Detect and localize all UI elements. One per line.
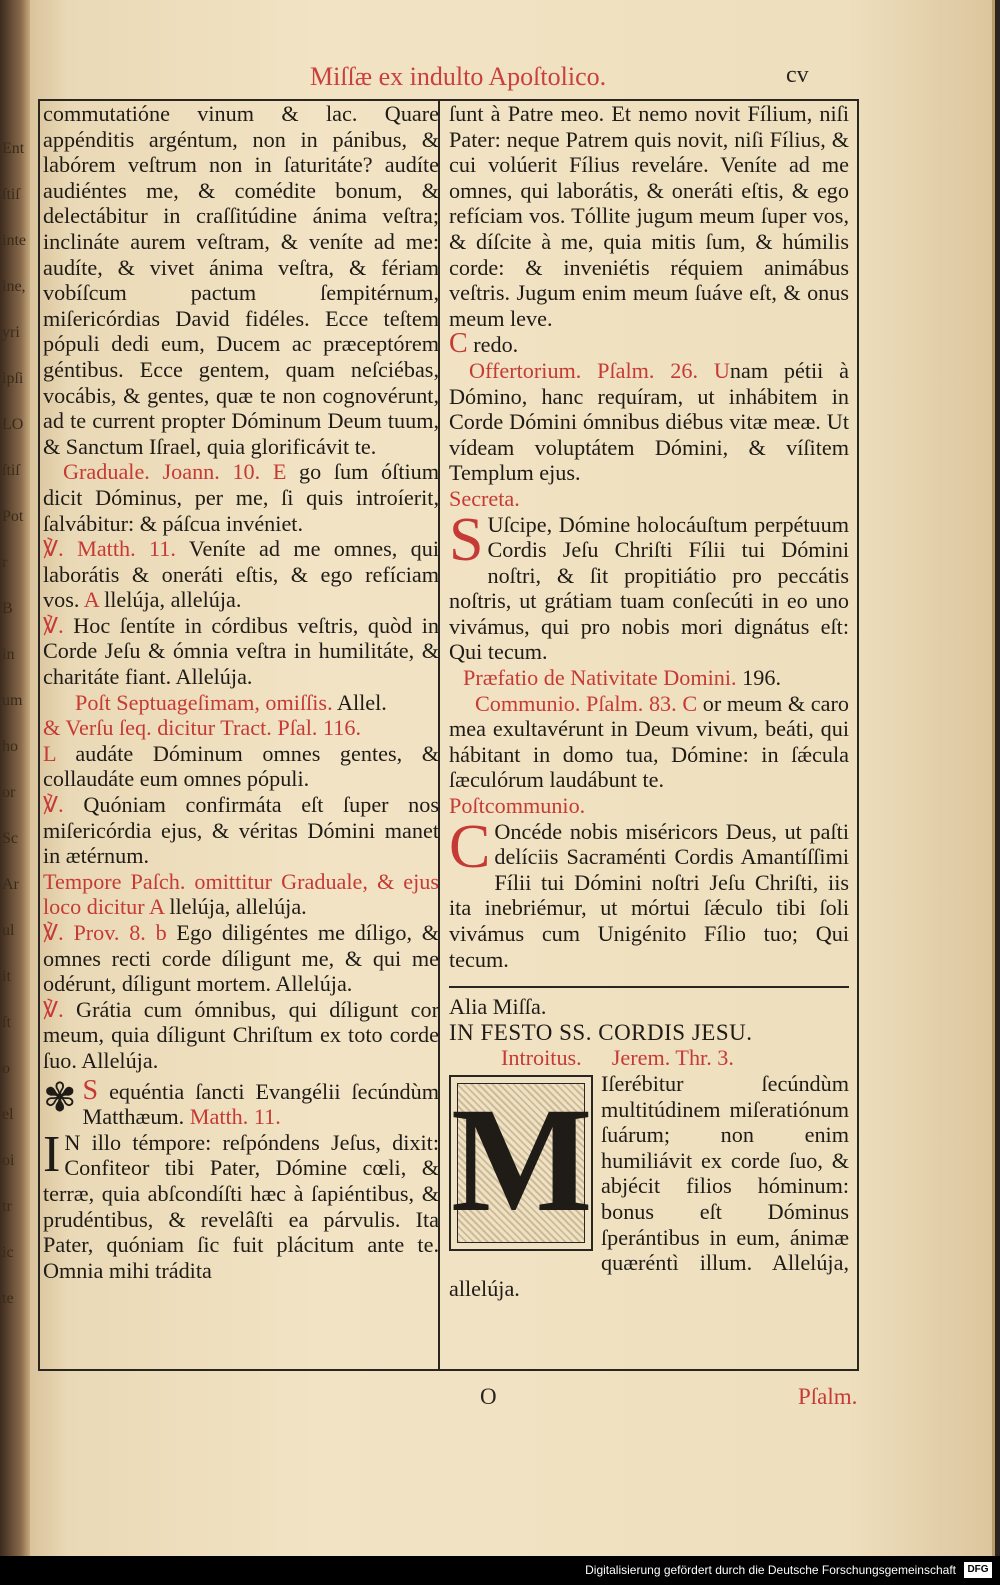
facing-page-fragment: ſtiſ	[2, 462, 20, 479]
secreta-text: Uſcipe, Dómine holocáuſtum perpétuum Cordis Jeſu Chriſti Fílii tui Dómini noſtri, & ſit propitiátio pro peccátis noſtris, ut grátiam tuam conſecúti in eo uno vivámus, qui pro nobis mori dignátus eſt: Qui tecum.	[449, 511, 849, 665]
versicle-5	[43, 997, 439, 1074]
rubric-paschal-b: llelúja, allelúja.	[163, 894, 307, 920]
secreta-drop-initial: S	[449, 505, 484, 574]
gospel-heading	[43, 1074, 439, 1130]
facing-page-fragment: yri	[2, 324, 20, 341]
gospel-initial: S	[82, 1074, 99, 1106]
signature-mark: O	[480, 1384, 497, 1409]
facing-page-fragment: ine,	[2, 278, 26, 295]
postcommunio-drop-initial: C	[449, 812, 491, 881]
alleluia-text: llelúja, allelúja.	[98, 587, 242, 613]
versicle-5-mark: ℣.	[43, 996, 64, 1022]
tract	[43, 741, 439, 792]
facing-page-fragment: B	[2, 600, 13, 617]
versicle-2-text: Hoc ſentíte in córdibus veſtris, quòd in Corde Jeſu & ómnia veſtra in humilitáte, & charitáte fiant. Allelúja.	[43, 612, 439, 690]
introitus-reference: Jerem. Thr. 3.	[611, 1045, 734, 1071]
woodcut-letter: M	[451, 1076, 593, 1243]
right-column	[449, 101, 849, 1301]
facing-page-edge	[0, 0, 30, 1560]
gospel-body: N illo témpore: reſpóndens Jeſus, dixit: Confiteor tibi Pater, Dómine cœli, & terræ, quia abſcondíſti hæc à ſapiéntibus, & prudéntibus, & revelâſti ea párvulis. Ita Pater, quóniam ſic fuit plácitum ante te. Omnia mihi trádita	[43, 1129, 439, 1283]
facing-page-fragment: LO	[2, 416, 24, 433]
feast-title: IN FESTO SS. CORDIS JESU.	[449, 1019, 753, 1045]
facing-page-fragment: Pot	[2, 508, 24, 525]
section-rule	[449, 986, 849, 988]
versicle-1	[43, 536, 439, 613]
versicle-5-text: Grátia cum ómnibus, qui díligunt cor meum, quia díligunt Chriſtum ex toto corde ſuo. Allelúja.	[43, 996, 439, 1073]
versicle-1-label: ℣. Matth. 11.	[43, 536, 176, 562]
offertory-text: nam pétii à Dómino, hanc requíram, ut inhábitem in Corde Dómini ómnibus diébus vitæ meæ. Ut vídeam voluptátem Dómini, & víſitem Templum ejus.	[449, 357, 849, 486]
credo-text: redo.	[467, 332, 519, 358]
alia-missa: Alia Miſſa.	[449, 994, 547, 1020]
facing-page-fragment: ul	[2, 922, 15, 939]
facing-page-fragment: ic	[2, 1244, 14, 1261]
facing-page-fragment: or	[2, 784, 16, 801]
secreta-heading: Secreta.	[449, 485, 520, 511]
rubric-paschal-a: Tempore Paſch. omittitur Graduale, & ejus loco dicitur A	[43, 868, 439, 920]
woodcut-initial-m	[449, 1075, 593, 1251]
rubric-septuagesima	[43, 690, 439, 716]
lesson-text: commutatióne vinum & lac. Quare appénditis argéntum, non in pánibus, & labórem veſtrum non in ſaturitáte? audíte audiéntes me, & comédite bonum, & delectábitur in craſſitúdine ánima veſtra; inclináte aurem veſtram, & veníte ad me: audíte, & vivet ánima veſtra, & fériam vobíſcum pactum ſempitérnum, miſericórdias David fidéles. Ecce teſtem pópuli dedi eum, Ducem ac præceptórem géntibus. Ecce gentem, quam neſciébas, vocábis, & gentes, quæ te non cognovérunt, ad te current propter Dóminum Deum tuum, & Sanctum Iſrael, quia glorificávit te.	[43, 101, 439, 459]
graduale-text: go ſum óſtium dicit Dóminus, per me, ſi quis introíerit, ſalvábitur: & páſcua invéniet.	[43, 459, 439, 536]
versicle-1-text: Veníte ad me omnes, qui laborátis & oneráti eſtis, & ego refíciam vos.	[43, 536, 440, 613]
versicle-2	[43, 613, 439, 690]
facing-page-fragment: el	[2, 1106, 14, 1123]
versicle-2-mark: ℣.	[43, 612, 64, 638]
facing-page-fragment: ſtiſ	[2, 186, 20, 203]
versicle-3	[43, 792, 439, 869]
facing-page-fragment: oi	[2, 1152, 15, 1169]
folio-number: cv	[786, 62, 809, 88]
facing-page-fragment: in	[2, 646, 15, 663]
tract-initial: L	[43, 740, 56, 766]
graduale	[43, 459, 439, 536]
versicle-4-text: Ego diligéntes me díligo, & omnes recti corde díligunt me, & qui me odérunt, díligunt mortem. Allelúja.	[43, 920, 439, 997]
facing-page-fragment: te	[2, 1290, 14, 1307]
facing-page-fragment: o	[2, 1060, 10, 1077]
gospel-heading-text: equéntia ſancti Evangélii ſecúndùm Matthæum.	[82, 1078, 439, 1130]
credo-initial: C	[449, 328, 468, 360]
secreta	[449, 505, 849, 666]
facing-page-fragment: inte	[2, 232, 26, 249]
postcommunio-text: Oncéde nobis miséricors Deus, ut paſti delíciis Sacraménti Cordis Amantíſſimi Fílii tui Dómini noſtri Jeſu Chriſti, iis ita inebriémur, ut mórtui ſǽculo tibi ſoli vivámus cum Unigénito Fílio tuo; Qui tecum.	[449, 818, 849, 972]
catchword: Pſalm.	[798, 1384, 858, 1409]
gospel-drop-initial: I	[43, 1125, 61, 1183]
communio	[449, 691, 849, 793]
versicle-4-label: ℣. Prov. 8. b	[43, 920, 167, 945]
postcommunio-heading: Poſtcommunio.	[449, 793, 586, 819]
rubric-septuagesima-c: & Verſu ſeq. dicitur Tract. Pſal. 116.	[43, 715, 362, 741]
communio-label: Communio. Pſalm. 83. C	[475, 690, 698, 716]
gospel-text	[43, 1125, 439, 1284]
praefatio-label: Præfatio de Nativitate Domini.	[463, 665, 737, 691]
facing-page-fragment: it	[2, 968, 11, 985]
communio-text: or meum & caro mea exultavérunt in Deum vivum, beáti, qui hábitant in domo tua, Dómine: in ſǽcula ſæculórum laudábunt te.	[449, 690, 849, 793]
facing-page-fragment: Ar	[2, 876, 19, 893]
praefatio-page: 196.	[736, 665, 781, 691]
versicle-3-text: Quóniam confirmáta eſt ſuper nos miſericórdia ejus, & véritas Dómini manet in ætérnum.	[43, 792, 439, 869]
facing-page-fragment: Ent	[2, 140, 25, 157]
facing-page-fragment: ipſi	[2, 370, 24, 387]
dfg-logo: DFG	[964, 1562, 992, 1578]
facing-page-fragment: Sc	[2, 830, 18, 847]
left-column	[43, 101, 439, 1283]
introitus-text: Iſerébitur ſecúndùm multitúdinem miſeratiónum ſuárum; non enim humiliávit ex corde ſuo, & abjécit filios hóminum: bonus eſt Dóminus ſperántibus in eum, ánimæ quæréntì illum. Allelúja, allelúja.	[449, 1070, 849, 1301]
introitus-heading	[449, 1045, 849, 1071]
praefatio	[449, 665, 849, 691]
facing-page-fragment: r	[2, 554, 8, 571]
rubric-paschal	[43, 869, 439, 920]
versicle-4	[43, 920, 439, 997]
gospel-continuation: ſunt à Patre meo. Et nemo novit Fílium, niſi Pater: neque Patrem quis novit, niſi Fílius, & cui volúerit Fílius reveláre. Veníte ad me omnes, qui laborátis, & oneráti eſtis, & ego refíciam vos. Tóllite jugum meum ſuper vos, & díſcite à me, quia mitis ſum, & húmilis corde: & inveniétis réquiem animábus veſtris. Jugum enim meum ſuáve eſt, & onus meum leve.	[449, 101, 849, 331]
versicle-3-mark: ℣.	[43, 792, 64, 818]
graduale-label: Graduale. Joann. 10. E	[63, 459, 287, 485]
fleuron-ornament: ✾	[43, 1074, 77, 1120]
credit-bar	[0, 1556, 1000, 1585]
facing-page-fragment: ho	[2, 738, 18, 755]
offertory-label: Offertorium. Pſalm. 26. U	[469, 357, 730, 383]
alleluia-initial: A	[83, 587, 99, 613]
introitus-label: Introitus.	[501, 1045, 582, 1071]
facing-page-fragment: tr	[2, 1198, 12, 1215]
facing-page-fragment: ſt	[2, 1014, 11, 1031]
credo	[449, 328, 849, 360]
postcommunio	[449, 812, 849, 973]
gospel-reference: Matth. 11.	[189, 1104, 281, 1130]
rubric-septuagesima-b: Allel.	[332, 689, 387, 715]
rubric-septuagesima-a: Poſt Septuageſimam, omiſſis.	[75, 689, 333, 715]
running-title: Miſſæ ex indulto Apoſtolico.	[310, 62, 607, 91]
tract-text: audáte Dóminum omnes gentes, & collaudáte eum omnes pópuli.	[43, 740, 439, 792]
credit-text: Digitalisierung gefördert durch die Deutsche Forschungsgemeinschaft	[585, 1563, 956, 1577]
facing-page-fragment: um	[2, 692, 23, 709]
offertory	[449, 358, 849, 486]
